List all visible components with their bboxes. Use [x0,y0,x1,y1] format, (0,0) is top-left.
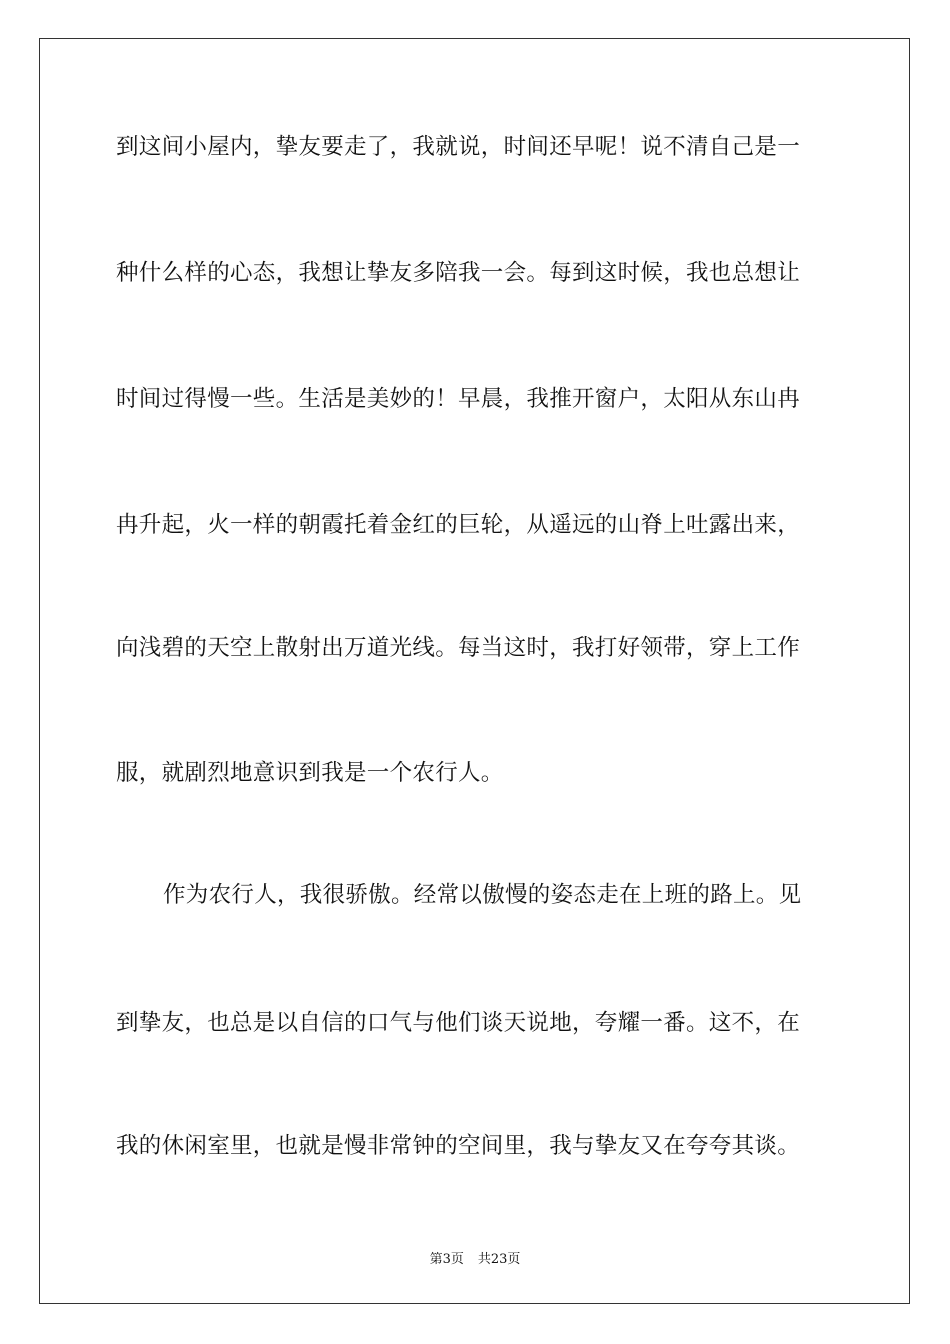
paragraph-line: 服，就剧烈地意识到我是一个农行人。 [116,760,504,786]
page-number: 第3页 [429,1252,464,1267]
page-total: 共23页 [477,1252,521,1267]
paragraph-line: 我的休闲室里，也就是慢非常钟的空间里，我与挚友又在夸夸其谈。 [116,1133,801,1159]
paragraph-line: 作为农行人，我很骄傲。经常以傲慢的姿态走在上班的路上。见 [163,882,802,908]
paragraph-line: 冉升起，火一样的朝霞托着金红的巨轮，从遥远的山脊上吐露出来， [116,512,801,538]
page-footer [0,1248,950,1267]
paragraph-line: 时间过得慢一些。生活是美妙的！早晨，我推开窗户，太阳从东山冉 [116,386,801,412]
paragraph-line: 种什么样的心态，我想让挚友多陪我一会。每到这时候，我也总想让 [116,260,801,286]
paragraph-line: 到挚友，也总是以自信的口气与他们谈天说地，夸耀一番。这不，在 [116,1010,801,1036]
paragraph-line: 到这间小屋内，挚友要走了，我就说，时间还早呢！说不清自己是一 [116,134,801,160]
page-frame [39,38,910,1304]
paragraph-line: 向浅碧的天空上散射出万道光线。每当这时，我打好领带，穿上工作 [116,635,801,661]
